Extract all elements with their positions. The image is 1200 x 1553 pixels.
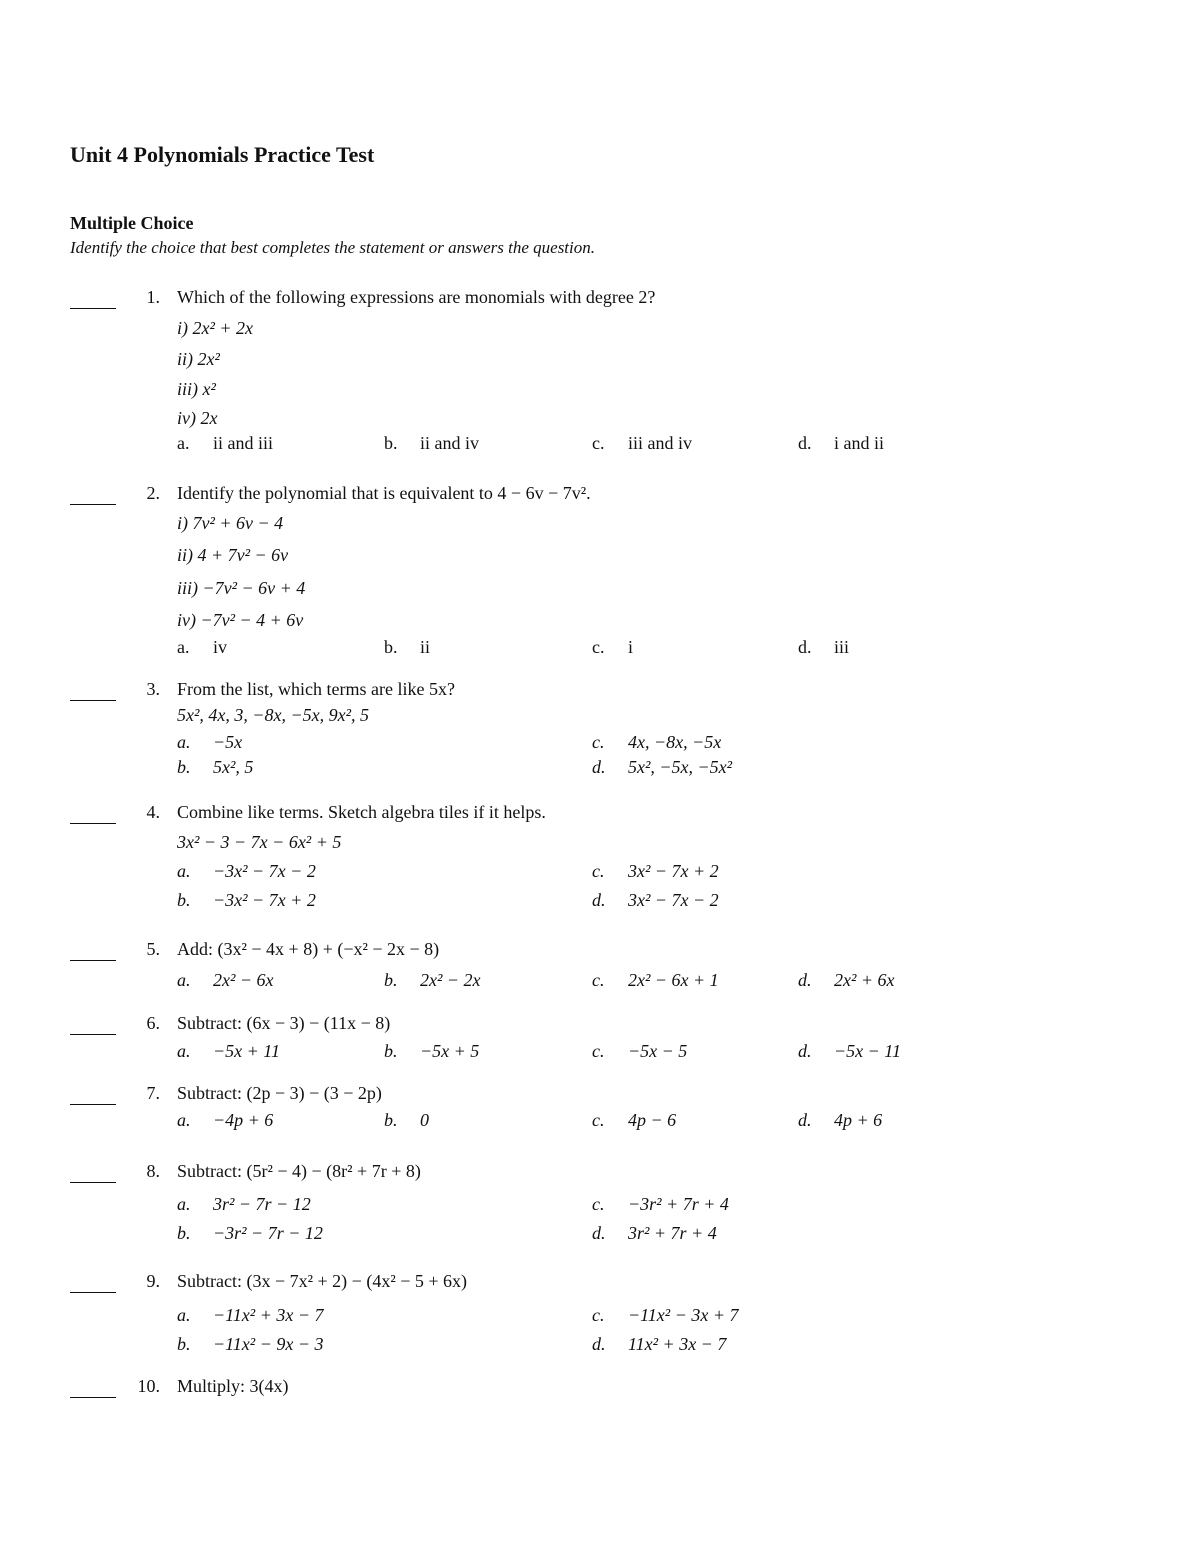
- answer-blank[interactable]: [70, 488, 116, 505]
- answer-option-a[interactable]: [177, 861, 316, 882]
- answer-option-c[interactable]: [592, 1305, 738, 1326]
- option-letter: d.: [798, 970, 812, 990]
- question-item: iv) 2x: [177, 408, 218, 428]
- answer-blank[interactable]: [70, 807, 116, 824]
- answer-option-c[interactable]: [592, 1041, 687, 1062]
- answer-option-d[interactable]: [798, 433, 884, 454]
- answer-option-d[interactable]: [798, 970, 895, 991]
- answer-option-d[interactable]: [798, 637, 849, 658]
- option-text: 2x² + 6x: [834, 970, 895, 990]
- option-letter: a.: [177, 1305, 191, 1325]
- answer-option-d[interactable]: [798, 1110, 882, 1131]
- option-text: −3r² − 7r − 12: [213, 1223, 323, 1243]
- answer-option-c[interactable]: [592, 970, 719, 991]
- option-text: iii: [834, 637, 850, 657]
- answer-blank[interactable]: [70, 684, 116, 701]
- option-text: 4p + 6: [834, 1110, 883, 1130]
- answer-option-d[interactable]: [592, 890, 719, 911]
- question-text: Identify the polynomial that is equivalent to 4 − 6v − 7v².: [177, 483, 591, 503]
- answer-blank[interactable]: [70, 1276, 116, 1293]
- question-item: i) 7v² + 6v − 4: [177, 513, 284, 533]
- section-instructions: Identify the choice that best completes the statement or answers the question.: [70, 238, 595, 257]
- option-letter: d.: [798, 433, 812, 453]
- question-number: 10.: [137, 1376, 160, 1396]
- option-letter: d.: [592, 1223, 606, 1243]
- answer-option-b[interactable]: [384, 433, 479, 454]
- option-letter: c.: [592, 1194, 605, 1214]
- answer-option-d[interactable]: [592, 1334, 726, 1355]
- option-text: −4p + 6: [213, 1110, 274, 1130]
- answer-option-a[interactable]: [177, 433, 273, 454]
- option-letter: d.: [592, 1334, 606, 1354]
- question-number: 3.: [146, 679, 160, 699]
- answer-option-b[interactable]: [177, 757, 253, 778]
- answer-option-b[interactable]: [384, 970, 481, 991]
- question-text: From the list, which terms are like 5x?: [177, 679, 455, 699]
- option-letter: b.: [384, 433, 398, 453]
- option-letter: a.: [177, 1041, 191, 1061]
- option-letter: b.: [177, 1334, 191, 1354]
- option-letter: a.: [177, 732, 191, 752]
- option-text: ii: [420, 637, 431, 657]
- answer-option-c[interactable]: [592, 1194, 729, 1215]
- answer-option-b[interactable]: [384, 1041, 479, 1062]
- option-text: −5x − 11: [834, 1041, 901, 1061]
- option-letter: a.: [177, 433, 190, 453]
- answer-option-a[interactable]: [177, 1041, 280, 1062]
- question-text: Add: (3x² − 4x + 8) + (−x² − 2x − 8): [177, 939, 440, 959]
- answer-blank[interactable]: [70, 1166, 116, 1183]
- question-item: iii) −7v² − 6v + 4: [177, 578, 306, 598]
- option-letter: c.: [592, 1110, 605, 1130]
- option-letter: d.: [798, 637, 812, 657]
- question-text: Combine like terms. Sketch algebra tiles if it helps.: [177, 802, 546, 822]
- option-text: −5x + 5: [420, 1041, 480, 1061]
- question-item: i) 2x² + 2x: [177, 318, 254, 338]
- answer-option-b[interactable]: [177, 890, 316, 911]
- option-text: −11x² − 9x − 3: [213, 1334, 324, 1354]
- option-letter: b.: [177, 890, 191, 910]
- answer-option-b[interactable]: [177, 1334, 323, 1355]
- question-number: 7.: [146, 1083, 160, 1103]
- option-text: 3x² − 7x − 2: [628, 890, 719, 910]
- option-text: 3r² + 7r + 4: [628, 1223, 717, 1243]
- option-text: −3x² − 7x − 2: [213, 861, 316, 881]
- option-text: −3r² + 7r + 4: [628, 1194, 729, 1214]
- option-text: ii and iii: [213, 433, 273, 453]
- option-text: 3r² − 7r − 12: [213, 1194, 311, 1214]
- answer-option-a[interactable]: [177, 1110, 273, 1131]
- option-text: 11x² + 3x − 7: [628, 1334, 727, 1354]
- option-text: −3x² − 7x + 2: [213, 890, 316, 910]
- question-item: ii) 2x²: [177, 349, 220, 369]
- option-text: −11x² + 3x − 7: [213, 1305, 324, 1325]
- option-letter: a.: [177, 1110, 191, 1130]
- option-letter: b.: [384, 1041, 398, 1061]
- option-letter: c.: [592, 861, 605, 881]
- option-letter: c.: [592, 1305, 605, 1325]
- option-text: 2x² − 6x: [213, 970, 274, 990]
- option-letter: d.: [592, 890, 606, 910]
- option-text: iii and iv: [628, 433, 692, 453]
- option-letter: d.: [592, 757, 606, 777]
- option-text: 5x², 5: [213, 757, 254, 777]
- question-item: iii) x²: [177, 379, 216, 399]
- option-letter: c.: [592, 732, 605, 752]
- option-text: −11x² − 3x + 7: [628, 1305, 739, 1325]
- option-letter: c.: [592, 637, 605, 657]
- question-text: Subtract: (5r² − 4) − (8r² + 7r + 8): [177, 1161, 421, 1181]
- question-item: 5x², 4x, 3, −8x, −5x, 9x², 5: [177, 705, 370, 725]
- answer-blank[interactable]: [70, 1088, 116, 1105]
- answer-option-c[interactable]: [592, 637, 633, 658]
- option-letter: b.: [177, 757, 191, 777]
- option-letter: a.: [177, 861, 191, 881]
- question-item: 3x² − 3 − 7x − 6x² + 5: [177, 832, 342, 852]
- answer-option-a[interactable]: [177, 732, 242, 753]
- option-letter: d.: [798, 1110, 812, 1130]
- answer-option-c[interactable]: [592, 732, 721, 753]
- answer-option-c[interactable]: [592, 1110, 676, 1131]
- option-text: 4x, −8x, −5x: [628, 732, 722, 752]
- question-number: 5.: [146, 939, 160, 959]
- option-text: −5x: [213, 732, 243, 752]
- option-text: iv: [213, 637, 228, 657]
- option-text: −5x − 5: [628, 1041, 688, 1061]
- option-text: 2x² − 2x: [420, 970, 481, 990]
- answer-option-a[interactable]: [177, 1194, 311, 1215]
- question-text: Subtract: (2p − 3) − (3 − 2p): [177, 1083, 382, 1103]
- section-heading: Multiple Choice: [70, 213, 194, 233]
- question-item: ii) 4 + 7v² − 6v: [177, 545, 289, 565]
- answer-blank[interactable]: [70, 1381, 116, 1398]
- option-text: 0: [420, 1110, 429, 1130]
- question-number: 8.: [146, 1161, 160, 1181]
- option-text: 5x², −5x, −5x²: [628, 757, 733, 777]
- option-letter: b.: [384, 1110, 398, 1130]
- answer-option-b[interactable]: [384, 1110, 429, 1131]
- answer-option-d[interactable]: [592, 757, 732, 778]
- question-number: 6.: [146, 1013, 160, 1033]
- question-number: 1.: [146, 287, 160, 307]
- option-letter: d.: [798, 1041, 812, 1061]
- option-letter: b.: [177, 1223, 191, 1243]
- answer-option-a[interactable]: [177, 1305, 323, 1326]
- question-item: iv) −7v² − 4 + 6v: [177, 610, 304, 630]
- option-text: 3x² − 7x + 2: [628, 861, 719, 881]
- option-letter: b.: [384, 637, 398, 657]
- option-text: 4p − 6: [628, 1110, 677, 1130]
- option-letter: a.: [177, 970, 191, 990]
- question-number: 2.: [146, 483, 160, 503]
- option-text: −5x + 11: [213, 1041, 280, 1061]
- option-text: ii and iv: [420, 433, 479, 453]
- question-number: 9.: [146, 1271, 160, 1291]
- option-text: 2x² − 6x + 1: [628, 970, 719, 990]
- answer-blank[interactable]: [70, 292, 116, 309]
- option-text: i and ii: [834, 433, 884, 453]
- answer-option-c[interactable]: [592, 861, 719, 882]
- option-letter: a.: [177, 1194, 191, 1214]
- answer-option-d[interactable]: [592, 1223, 717, 1244]
- question-text: Subtract: (3x − 7x² + 2) − (4x² − 5 + 6x): [177, 1271, 468, 1291]
- answer-option-a[interactable]: [177, 637, 227, 658]
- answer-option-b[interactable]: [384, 637, 430, 658]
- option-letter: c.: [592, 970, 605, 990]
- question-number: 4.: [146, 802, 160, 822]
- answer-option-c[interactable]: [592, 433, 692, 454]
- option-letter: c.: [592, 1041, 605, 1061]
- option-letter: c.: [592, 433, 605, 453]
- option-letter: b.: [384, 970, 398, 990]
- answer-blank[interactable]: [70, 944, 116, 961]
- question-text: Subtract: (6x − 3) − (11x − 8): [177, 1013, 391, 1033]
- answer-option-a[interactable]: [177, 970, 274, 991]
- answer-option-d[interactable]: [798, 1041, 901, 1062]
- answer-option-b[interactable]: [177, 1223, 323, 1244]
- option-letter: a.: [177, 637, 190, 657]
- option-text: i: [628, 637, 634, 657]
- question-text: Multiply: 3(4x): [177, 1376, 289, 1396]
- answer-blank[interactable]: [70, 1018, 116, 1035]
- page-title: Unit 4 Polynomials Practice Test: [70, 142, 375, 167]
- question-text: Which of the following expressions are monomials with degree 2?: [177, 287, 656, 307]
